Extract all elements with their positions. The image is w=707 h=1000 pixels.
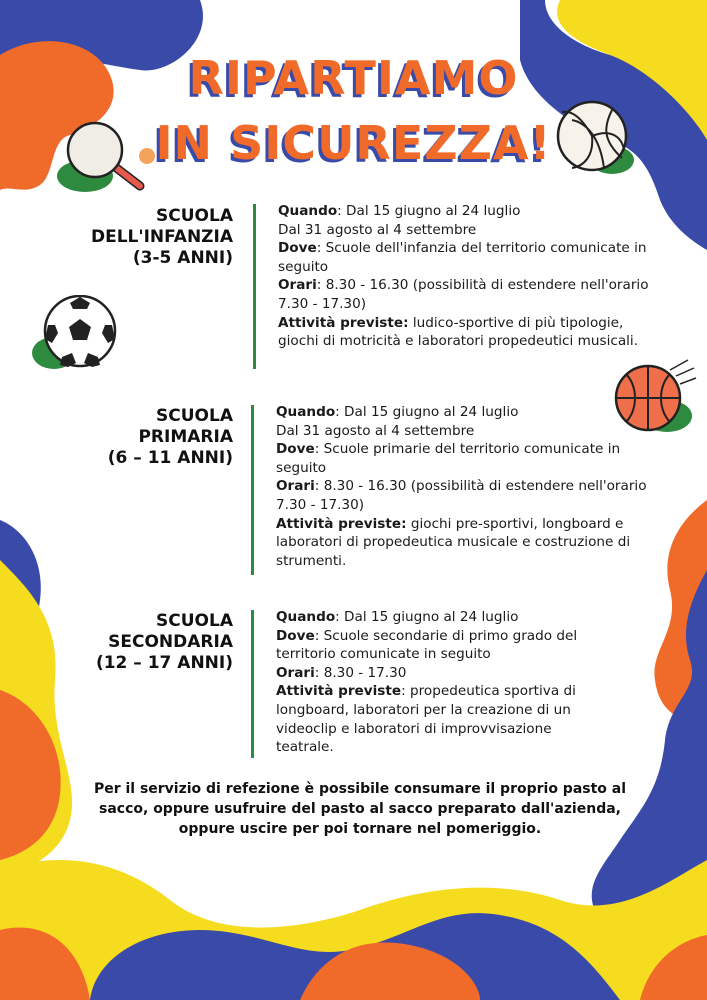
heading-line: SCUOLA [156,406,233,426]
hours-label: Orari [278,277,317,294]
when-text: : Dal 15 giugno al 24 luglio [335,609,519,625]
footer-note: Per il servizio di refezione è possibile consumare il proprio pasto al sacco, oppure usufruire del pasto al sacco preparato dall'azienda, oppure uscire per poi tornare nel pomeriggio. [93,781,627,837]
heading-line: SCUOLA [156,611,233,631]
title-line-2: IN SICUREZZA! [155,116,552,170]
where-text: : Scuole secondarie di primo grado del territorio comunicate in seguito [276,627,578,663]
when-label: Quando [276,404,336,420]
when-extra: Dal 31 agosto al 4 settembre [278,221,477,238]
heading-line: SECONDARIA [108,632,233,652]
heading-line: (3-5 ANNI) [132,248,233,268]
where-text: : Scuole primarie del territorio comunicate in seguito [276,441,621,476]
when-label: Quando [276,609,336,625]
when-text: : Dal 15 giugno al 24 luglio [337,203,521,219]
title-line-1: RIPARTIAMO [188,51,519,105]
section-secondaria-details [276,608,606,757]
divider-line [251,405,254,575]
hours-label: Orari [276,664,315,681]
activities-text: : propedeutica sportiva di longboard, laboratori per la creazione di un videoclip e laboratori di improvvisazione teatrale. [276,683,576,756]
heading-line: PRIMARIA [138,427,233,447]
activities-text: ludico-sportive di più tipologie, giochi di motricità e laboratori propedeutici musicali. [278,314,639,350]
section-infanzia-details [278,202,658,351]
hours-text: : 8.30 - 16.30 (possibilità di estendere nell'orario 7.30 - 17.30) [276,478,647,513]
heading-line: SCUOLA [156,206,233,226]
activities-label: Attività previste: [278,314,409,331]
section-primaria-heading [108,406,233,469]
hours-label: Orari [276,478,315,495]
hours-text: : 8.30 - 16.30 (possibilità di estendere nell'orario 7.30 - 17.30) [278,277,649,312]
where-text: : Scuole dell'infanzia del territorio comunicate in seguito [278,240,647,275]
where-label: Dove [276,627,315,644]
blob-blue-right [592,570,707,920]
divider-line [251,610,254,758]
section-primaria-details [276,403,656,570]
when-text: : Dal 15 giugno al 24 luglio [335,404,519,420]
soccer-ball-icon [32,295,122,375]
where-label: Dove [278,240,317,257]
heading-line: (6 – 11 ANNI) [107,448,233,468]
heading-line: (12 – 17 ANNI) [95,653,233,673]
activities-label: Attività previste [276,683,402,700]
when-extra: Dal 31 agosto al 4 settembre [276,422,475,439]
activities-text: giochi pre-sportivi, longboard e laboratori di propedeutica musicale e costruzione di strumenti. [276,515,631,569]
section-infanzia-heading [91,206,233,269]
activities-label: Attività previste: [276,515,407,532]
where-label: Dove [276,441,315,458]
heading-line: DELL'INFANZIA [90,227,233,247]
divider-line [253,204,256,369]
when-label: Quando [278,203,338,219]
hours-text: : 8.30 - 17.30 [314,664,407,681]
section-secondaria-heading [96,611,233,674]
